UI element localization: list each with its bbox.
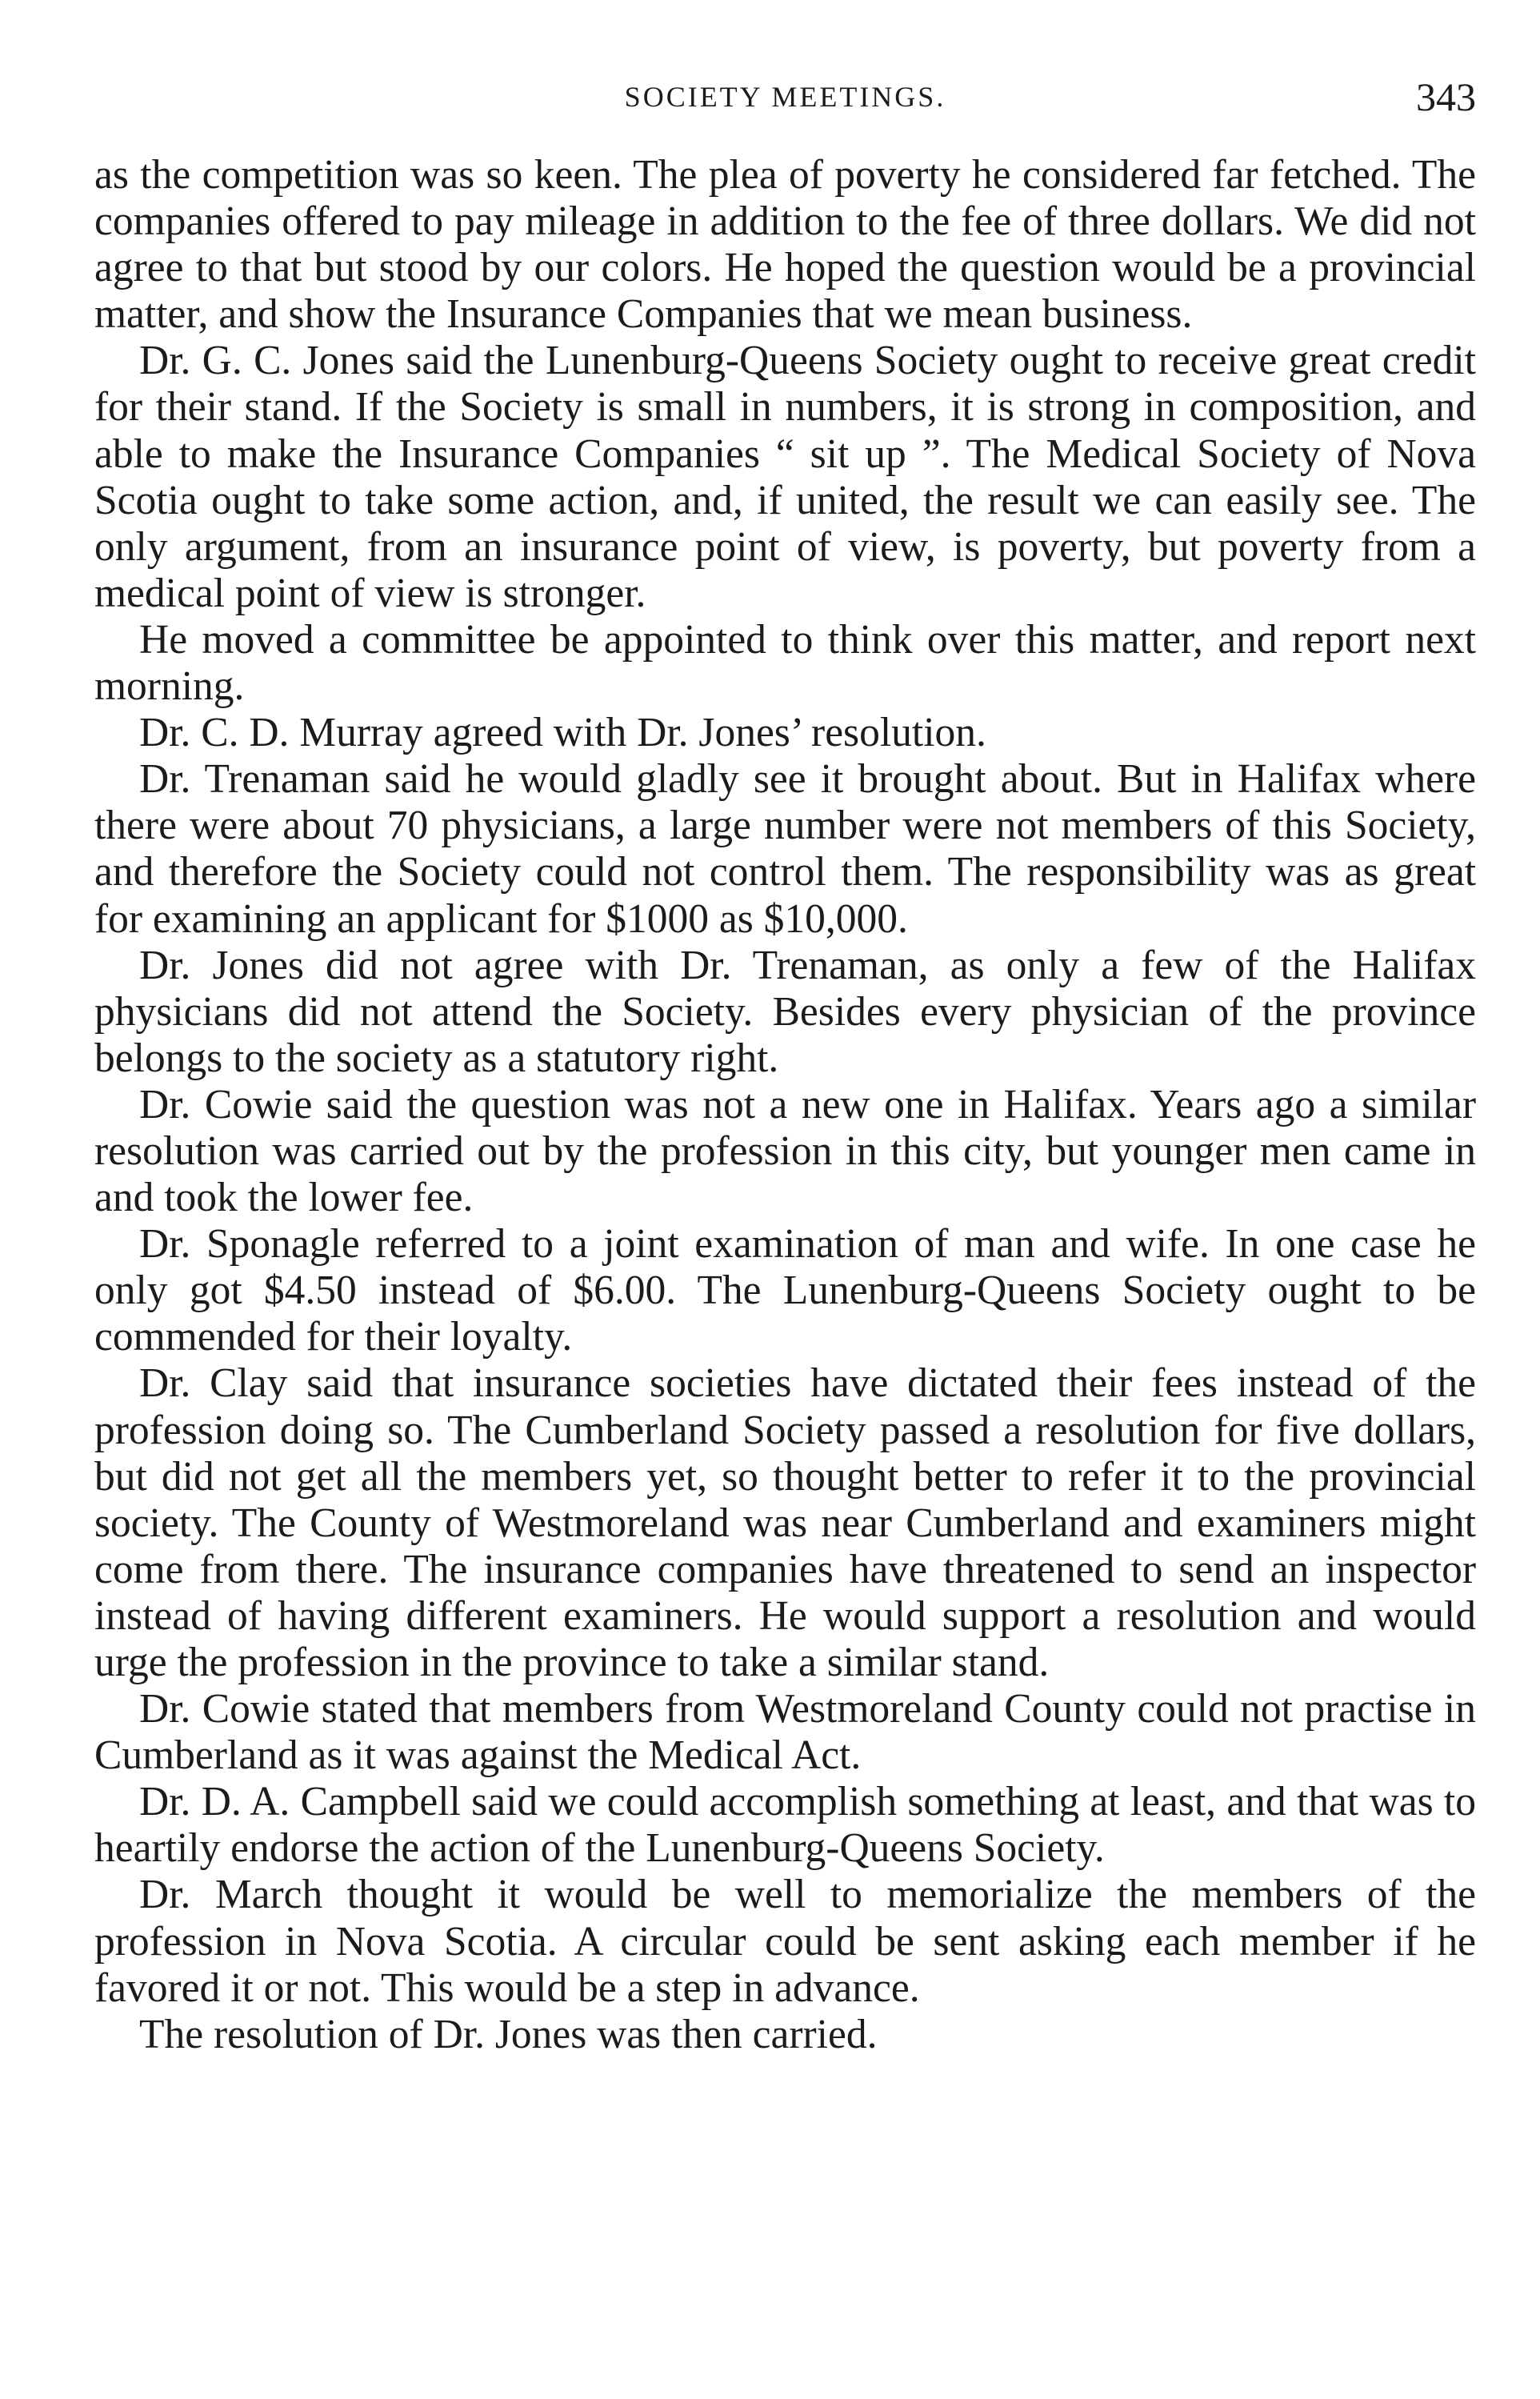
page-header bbox=[94, 74, 1476, 152]
paragraph-motion: He moved a committee be appointed to think over this matter, and report next morning. bbox=[94, 616, 1476, 710]
paragraph-dr-cowie-second: Dr. Cowie stated that members from Westmoreland County could not practise in Cumberland as it was against the Medical Act. bbox=[94, 1686, 1476, 1779]
paragraph-dr-murray: Dr. C. D. Murray agreed with Dr. Jones’ resolution. bbox=[139, 710, 986, 756]
body-text bbox=[94, 152, 1476, 2058]
paragraph-dr-cowie: Dr. Cowie said the question was not a new one in Halifax. Years ago a similar resolution was carried out by the profession in this city, but younger men came in and took the lower fee. bbox=[94, 1081, 1476, 1221]
paragraph-continuation: as the competition was so keen. The plea of poverty he considered far fetched. The companies offered to pay mileage in addition to the fee of three dollars. We did not agree to that but stood by our colors. He hoped the question would be a provincial matter, and show the Insurance Companies that we mean business. bbox=[94, 152, 1476, 338]
paragraph-dr-trenaman: Dr. Trenaman said he would gladly see it brought about. But in Halifax where there were about 70 physicians, a large number were not members of this Society, and therefore the Society could not control them. The responsibility was as great for examining an applicant for $1000 as $10,000. bbox=[94, 756, 1476, 942]
page-number: 343 bbox=[1416, 74, 1476, 119]
paragraph-dr-jones: Dr. G. C. Jones said the Lunenburg-Queens Society ought to receive great credit for their stand. If the Society is small in numbers, it is strong in composition, and able to make the Insurance Companies “ sit up ”. The Medical Society of Nova Scotia ought to take some action, and, if united, the result we can easily see. The only argument, from an insurance point of view, is poverty, but poverty from a medical point of view is stronger. bbox=[94, 338, 1476, 616]
paragraph-dr-clay: Dr. Clay said that insurance societies have dictated their fees instead of the profession doing so. The Cumberland Society passed a resolution for five dollars, but did not get all the members yet, so thought better to refer it to the provincial society. The County of Westmoreland was near Cumberland and examiners might come from there. The insurance companies have threatened to send an inspector instead of having different examiners. He would support a resolution and would urge the profession in the province to take a similar stand. bbox=[94, 1360, 1476, 1685]
paragraph-dr-sponagle: Dr. Sponagle referred to a joint examination of man and wife. In one case he only got $4.50 instead of $6.00. The Lunenburg-Queens Society ought to be commended for their loyalty. bbox=[94, 1221, 1476, 1360]
paragraph-resolution-carried: The resolution of Dr. Jones was then carried. bbox=[139, 2011, 878, 2057]
paragraph-dr-jones-reply: Dr. Jones did not agree with Dr. Trenaman, as only a few of the Halifax physicians did not attend the Society. Besides every physician of the province belongs to the society as a statutory right. bbox=[94, 942, 1476, 1081]
paragraph-dr-campbell: Dr. D. A. Campbell said we could accomplish something at least, and that was to heartily endorse the action of the Lunenburg-Queens Society. bbox=[94, 1779, 1476, 1872]
paragraph-dr-march: Dr. March thought it would be well to memorialize the members of the profession in Nova Scotia. A circular could be sent asking each member if he favored it or not. This would be a step in advance. bbox=[94, 1872, 1476, 2011]
running-head: SOCIETY MEETINGS. bbox=[624, 81, 946, 113]
